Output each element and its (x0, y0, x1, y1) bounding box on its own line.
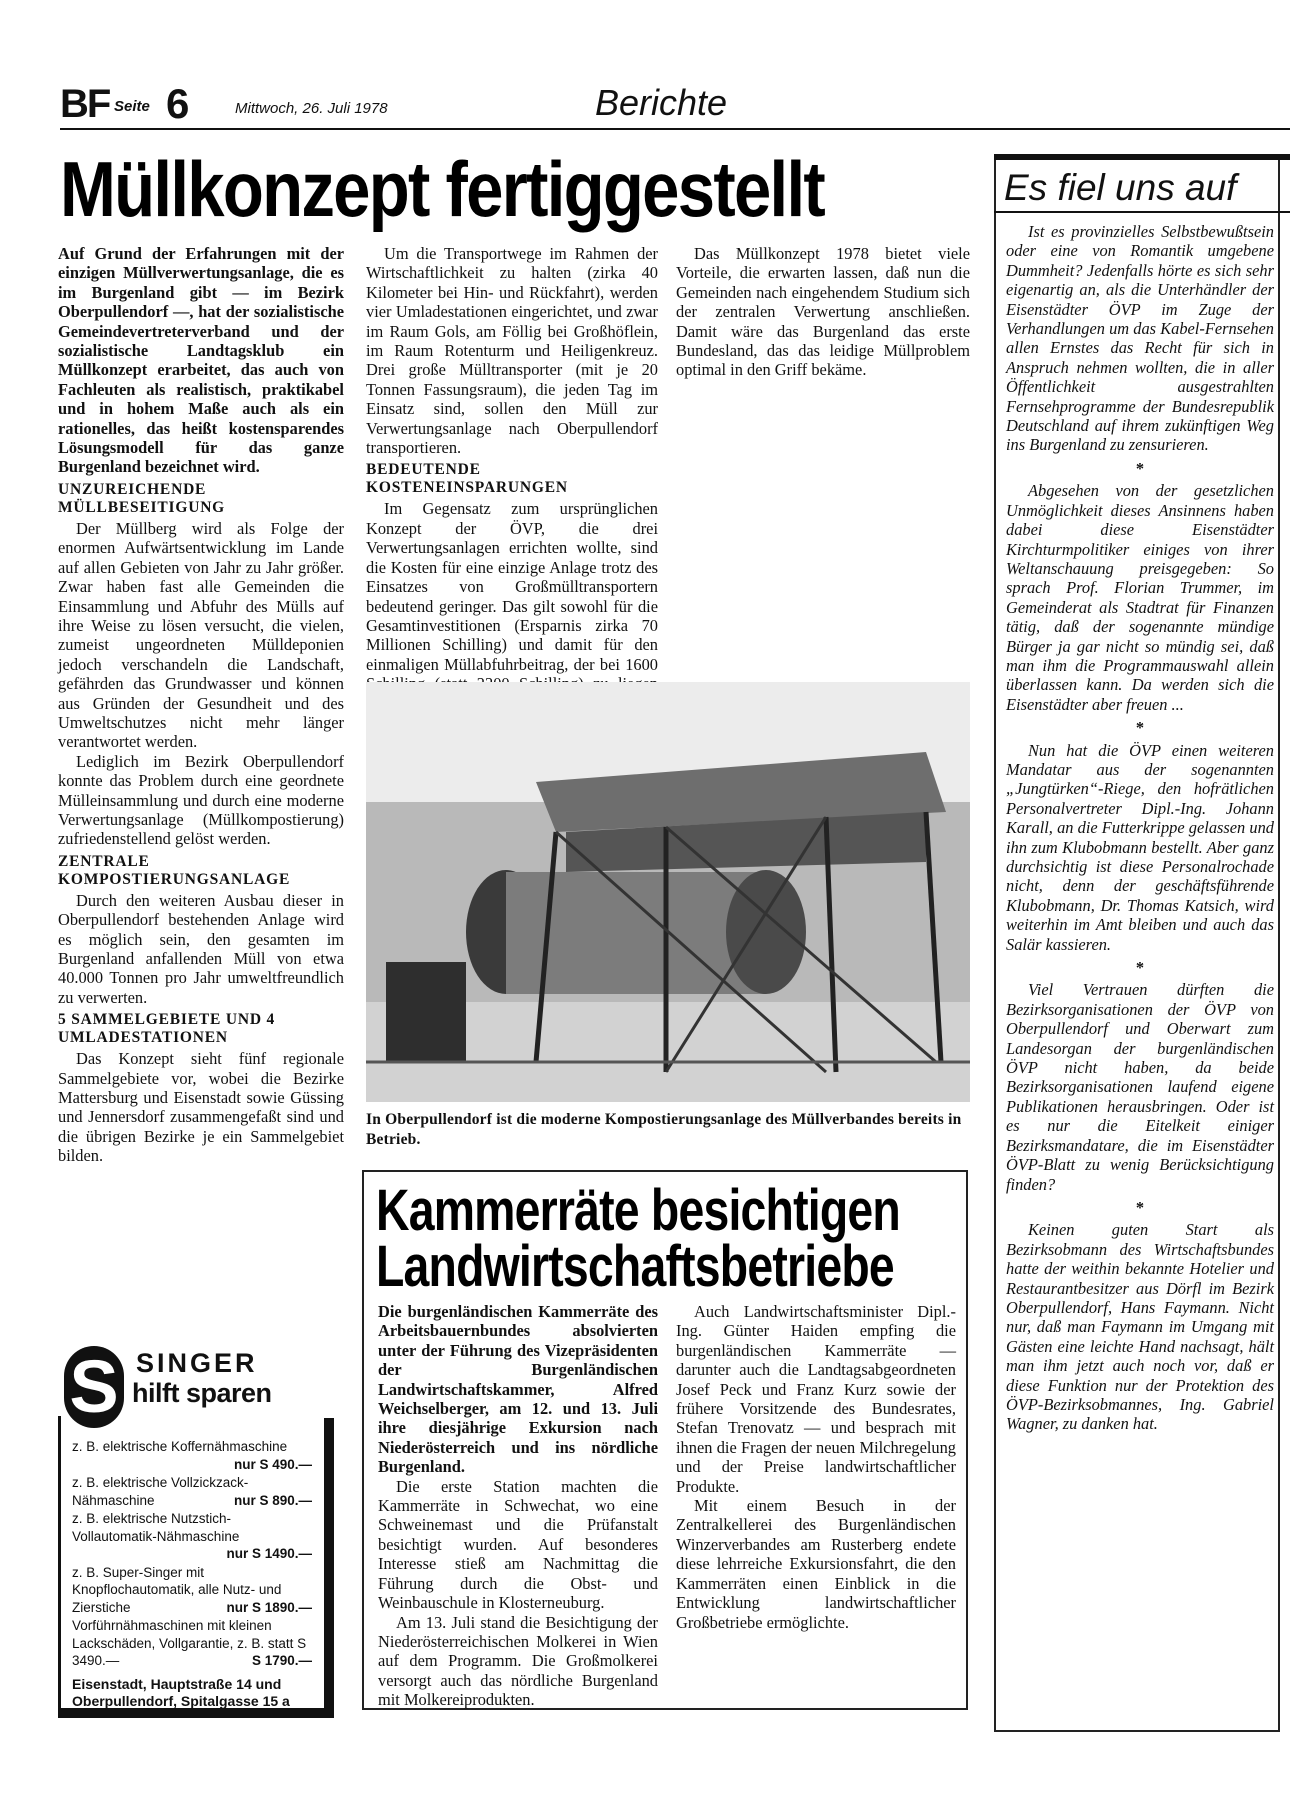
ad-item-desc: z. B. elektrische Vollzickzack-Nähmaschine (72, 1475, 249, 1508)
ad-item (72, 1564, 312, 1617)
sidebar-title: Es fiel uns auf (1004, 167, 1237, 208)
header-rule (60, 128, 1290, 130)
issue-date: Mittwoch, 26. Juli 1978 (235, 100, 388, 117)
singer-logo-letter: S (69, 1345, 119, 1428)
sidebar-column (1006, 222, 1274, 1434)
article1-subhead-4: BEDEUTENDE KOSTENEINSPARUNGEN (366, 461, 568, 497)
newspaper-logo: BF (60, 82, 110, 126)
article2-paragraph: Mit einem Besuch in der Zentralkellerei des Burgenländischen Winzerverbandes am Rusterberg endete diese lehrreiche Exkursionsfahrt, die den Kammerräten einen Einblick in die Entwicklung landwirtschaftlicher Großbetriebe ermöglichte. (676, 1496, 956, 1632)
sidebar-item: Abgesehen von der gesetzlichen Unmöglichkeit dieses Ansinnens haben dabei diese Eisenstädter Kirchturmpolitiker einiges von ihrer Weltanschauung preisgegeben: So sprach Prof. Florian Trummer, im Gemeinderat als Stadtrat für Finanzen tätig, daß der sogenannte mündige Bürger ja gar nicht so mündig sei, daß man ihm die Programmauswahl allein überlassen kann. Da werden sich die Eisenstädter aber freuen ... (1006, 481, 1274, 714)
article2-paragraph: Die erste Station machten die Kammerräte in Schwechat, wo eine Schweinemast und die Prüfanstalt besichtigt wurden. Auf besonderes Interesse stieß am Nachmittag die Führung durch die Obst- und Weinbauschule in Klosterneuburg. (378, 1476, 658, 1613)
sidebar-item: Keinen guten Start als Bezirksobmann des Wirtschaftsbundes hatte der weithin bekannte Hotelier und Restaurantbesitzer aus Dörfl im Bezirk Oberpullendorf, Hans Faymann. Nicht nur, daß man Faymann im Umgang mit Gästen eine leichte Hand nachsagt, hält man ihm jetzt auch noch vor, daß er diese Funktion nur der Protektion des ÖVP-Bezirksobmannes, Ing. Gabriel Wagner, zu danken hat. (1006, 1220, 1274, 1434)
article1-headline: Müllkonzept fertiggestellt (60, 145, 825, 233)
article1-subhead-1: UNZUREICHENDE MÜLLBESEITIGUNG (58, 480, 226, 516)
separator-star: * (1135, 458, 1145, 478)
article1-paragraph: Das Konzept sieht fünf regionale Sammelgebiete vor, wobei die Bezirke Mattersburg und Eisenstadt sowie Güssing und Jennersdorf zusammengefaßt sind und die übrigen Bezirke je ein Sammelgebiet bilden. (58, 1049, 344, 1166)
section-title: Berichte (595, 82, 728, 123)
ad-item-price: nur S 490.— (233, 1456, 312, 1472)
ad-address: Eisenstadt, Hauptstraße 14 und (72, 1675, 282, 1692)
compost-plant-photo (366, 682, 970, 1102)
article2-paragraph: Auch Landwirtschaftsminister Dipl.-Ing. Günter Haiden empfing die burgenländischen Kammerräte — darunter auch die Landtagsabgeordneten Josef Peck und Franz Kurz sowie der frühere Vorsitzende des Bundesrates, Stefan Trenovatz — und besprach mit ihnen die Fragen der neuen Milchregelung und der Preise landwirtschaftlicher Produkte. (676, 1302, 956, 1496)
page-header (60, 78, 1290, 132)
article1-paragraph: Um die Transportwege im Rahmen der Wirtschaftlichkeit zu halten (zirka 40 Kilometer bei Hin- und Rückfahrt), werden vier Umladestationen eingerichtet, und zwar im Raum Gols, am Föllig bei Großhöflein, im Raum Rotenturm und Heiligenkreuz. Drei große Mülltransporter (mit je 20 Tonnen Fassungsraum), die jeden Tag im Einsatz sind, sollen den Müll zur Verwertungsanlage nach Oberpullendorf transportieren. (366, 244, 658, 458)
article1-paragraph: Der Müllberg wird als Folge der enormen Aufwärtsentwicklung im Lande auf allen Gebieten von Jahr zu Jahr größer. Zwar haben fast alle Gemeinden die Einsammlung und Abfuhr des Mülls auf ihre Weise zu lösen versucht, die vielen, zumeist ungeordneten Mülldeponien jedoch verschandeln die Landschaft, gefährden das Grundwasser und können aus Gründen der Gesundheit und des Umweltschutzes nicht mehr länger verantwortet werden. (58, 518, 344, 752)
ad-item-price: nur S 1490.— (226, 1546, 312, 1561)
ad-item-desc: z. B. elektrische Koffernähmaschine (72, 1439, 288, 1454)
singer-logo-icon (64, 1346, 124, 1428)
ad-price-list (72, 1438, 312, 1711)
sidebar-item: Viel Vertrauen dürften die Bezirksorganisationen der ÖVP von Oberpullendorf und Oberwart zum Landesorgan der burgenländischen ÖVP nicht haben, da beide Bezirksorganisationen laufend eigene Publikationen herausbringen. Oder ist es nur die Eitelkeit einiger Bezirksmandatare, die im Eisenstädter ÖVP-Blatt zu wenig Berücksichtigung finden? (1006, 980, 1274, 1194)
article2-lead: Die burgenländischen Kammerräte des Arbeitsbauernbundes absolvierten unter der Führung des Vizepräsidenten der Burgenländischen Landwirtschaftskammer, Alfred Weichselberger, am 12. und 13. Juli ihre diesjährige Exkursion nach Niederösterreich und ins nördliche Burgenland. (378, 1302, 658, 1477)
ad-item (72, 1474, 312, 1509)
article1-subhead-3: 5 SAMMELGEBIETE UND 4 UMLADESTATIONEN (58, 1011, 276, 1047)
ad-item-price: S 1790.— (251, 1653, 312, 1668)
article1-paragraph: Durch den weiteren Ausbau dieser in Oberpullendorf bestehenden Anlage wird es möglich sein, den gesamten im Burgenland anfallenden Müll von etwa 40.000 Tonnen pro Jahr umweltfreundlich zu verwerten. (58, 890, 344, 1007)
ad-item-price: nur S 890.— (233, 1492, 312, 1508)
singer-advertisement (58, 1346, 336, 1726)
ad-slogan: hilft sparen (132, 1378, 272, 1408)
ad-frame-left (58, 1416, 61, 1716)
photo-illustration (366, 682, 970, 1102)
article2-paragraph: Am 13. Juli stand die Besichtigung der Niederösterreichischen Molkerei in Wien auf dem Programm. Die Großmolkerei versorgt auch das nördliche Burgenland mit Molkereiprodukten. (378, 1612, 658, 1710)
separator-star: * (1135, 718, 1145, 738)
article1-lead: Auf Grund der Erfahrungen mit der einzigen Müllverwertungsanlage, die es im Burgenland gibt — im Bezirk Oberpullendorf —, hat der sozialistische Gemeindevertreterverband und der sozialistische Landtagsklub ein Müllkonzept erarbeitet, das auch von Fachleuten als realistisch, praktikabel und in hohem Maße auch als ein rationelles, das heißt kostensparendes Lösungsmodell für das ganze Burgenland bezeichnet wird. (58, 244, 344, 477)
photo-caption: In Oberpullendorf ist die moderne Kompostierungsanlage des Müllverbandes bereits in Betrieb. (366, 1111, 962, 1148)
ad-item (72, 1617, 312, 1670)
separator-star: * (1135, 1197, 1145, 1217)
sidebar-title-rule (994, 211, 1290, 213)
article2-headline-line-1: Kammerräte besichtigen (376, 1178, 900, 1243)
article1-paragraph: Das Müllkonzept 1978 bietet viele Vorteile, die erwarten lassen, daß nun die Gemeinden nach eingehendem Studium sich der zentralen Verwertung anschließen. Damit wäre das Burgenland das erste Bundesland, das das leidige Müllproblem optimal in den Griff bekäme. (676, 244, 970, 380)
sidebar-item: Nun hat die ÖVP einen weiteren Mandatar aus der sogenannten „Jungtürken“-Riege, den hofrätlichen Personalvertreter Dipl.-Ing. Johann Karall, an die Futterkrippe gelassen und ihn zum Klubobmann bestellt. Aber ganz durchsichtig ist diese Personalrochade nicht, denn der geschäftsführende Klubobmann, Dr. Thomas Katsich, wird weiterhin im Amt bleiben und auch das Salär kassieren. (1006, 740, 1274, 954)
page-number: 6 (166, 80, 190, 127)
article1-paragraph: Lediglich im Bezirk Oberpullendorf konnte das Problem durch eine geordnete Mülleinsammlung und durch eine moderne Verwertungsanlage (Müllkompostierung) zufriedenstellend gelöst werden. (58, 751, 344, 849)
article2-column-2 (676, 1302, 956, 1632)
article2-headline-line-2: Landwirtschaftsbetriebe (376, 1234, 894, 1299)
ad-frame-right (324, 1418, 334, 1714)
article1-column-1 (58, 244, 344, 1166)
article1-column-3 (676, 244, 970, 380)
ad-item-price: nur S 1890.— (226, 1599, 312, 1615)
article1-subhead-2: ZENTRALE KOMPOSTIERUNGSANLAGE (58, 852, 291, 888)
ad-item-desc: Vorführnähmaschinen mit kleinen Lackschäden, Vollgarantie, z. B. statt S 3490.— (72, 1618, 307, 1668)
ad-item (72, 1438, 312, 1473)
ad-address: Oberpullendorf, Spitalgasse 15 a (72, 1693, 290, 1709)
sidebar-item: Ist es provinzielles Selbstbewußtsein oder eine von Romantik umgebene Dummheit? Jedenfalls hörte es sich sehr eigenartig an, als die Unterhändler der Eisenstädter ÖVP im Zuge der Verhandlungen um das Kabel-Fernsehen allen Ernstes das Recht für sich in Anspruch nehmen wollten, die in aller Öffentlichkeit ausgestrahlten Fernsehprogramme der Bundesrepublik Deutschland auf ihrem zukünftigen Weg ins Burgenland zu zensurieren. (1006, 222, 1274, 455)
ad-item-desc: z. B. Super-Singer mit Knopflochautomatik, alle Nutz- und Zierstiche (72, 1564, 282, 1615)
ad-brand: SINGER (136, 1348, 258, 1378)
ad-item-desc: z. B. elektrische Nutzstich-Vollautomatik-Nähmaschine (72, 1511, 240, 1544)
separator-star: * (1135, 958, 1145, 978)
article1-paragraph: Im Gegensatz zum ursprünglichen Konzept der ÖVP, die drei Verwertungsanlagen errichten wollte, sind die Kosten für eine einzige Anlage trotz des Einsatzes von Großmülltransportern bedeutend geringer. Das gilt sowohl für die Gesamtinvestitionen (Ersparnis zirka 70 Millionen Schilling) und damit für den einmaligen Müllabfuhrbeitrag, der bei 1600 (366, 499, 658, 674)
article2-column-1 (378, 1302, 658, 1710)
ad-item (72, 1510, 312, 1563)
seite-label: Seite (114, 98, 150, 115)
